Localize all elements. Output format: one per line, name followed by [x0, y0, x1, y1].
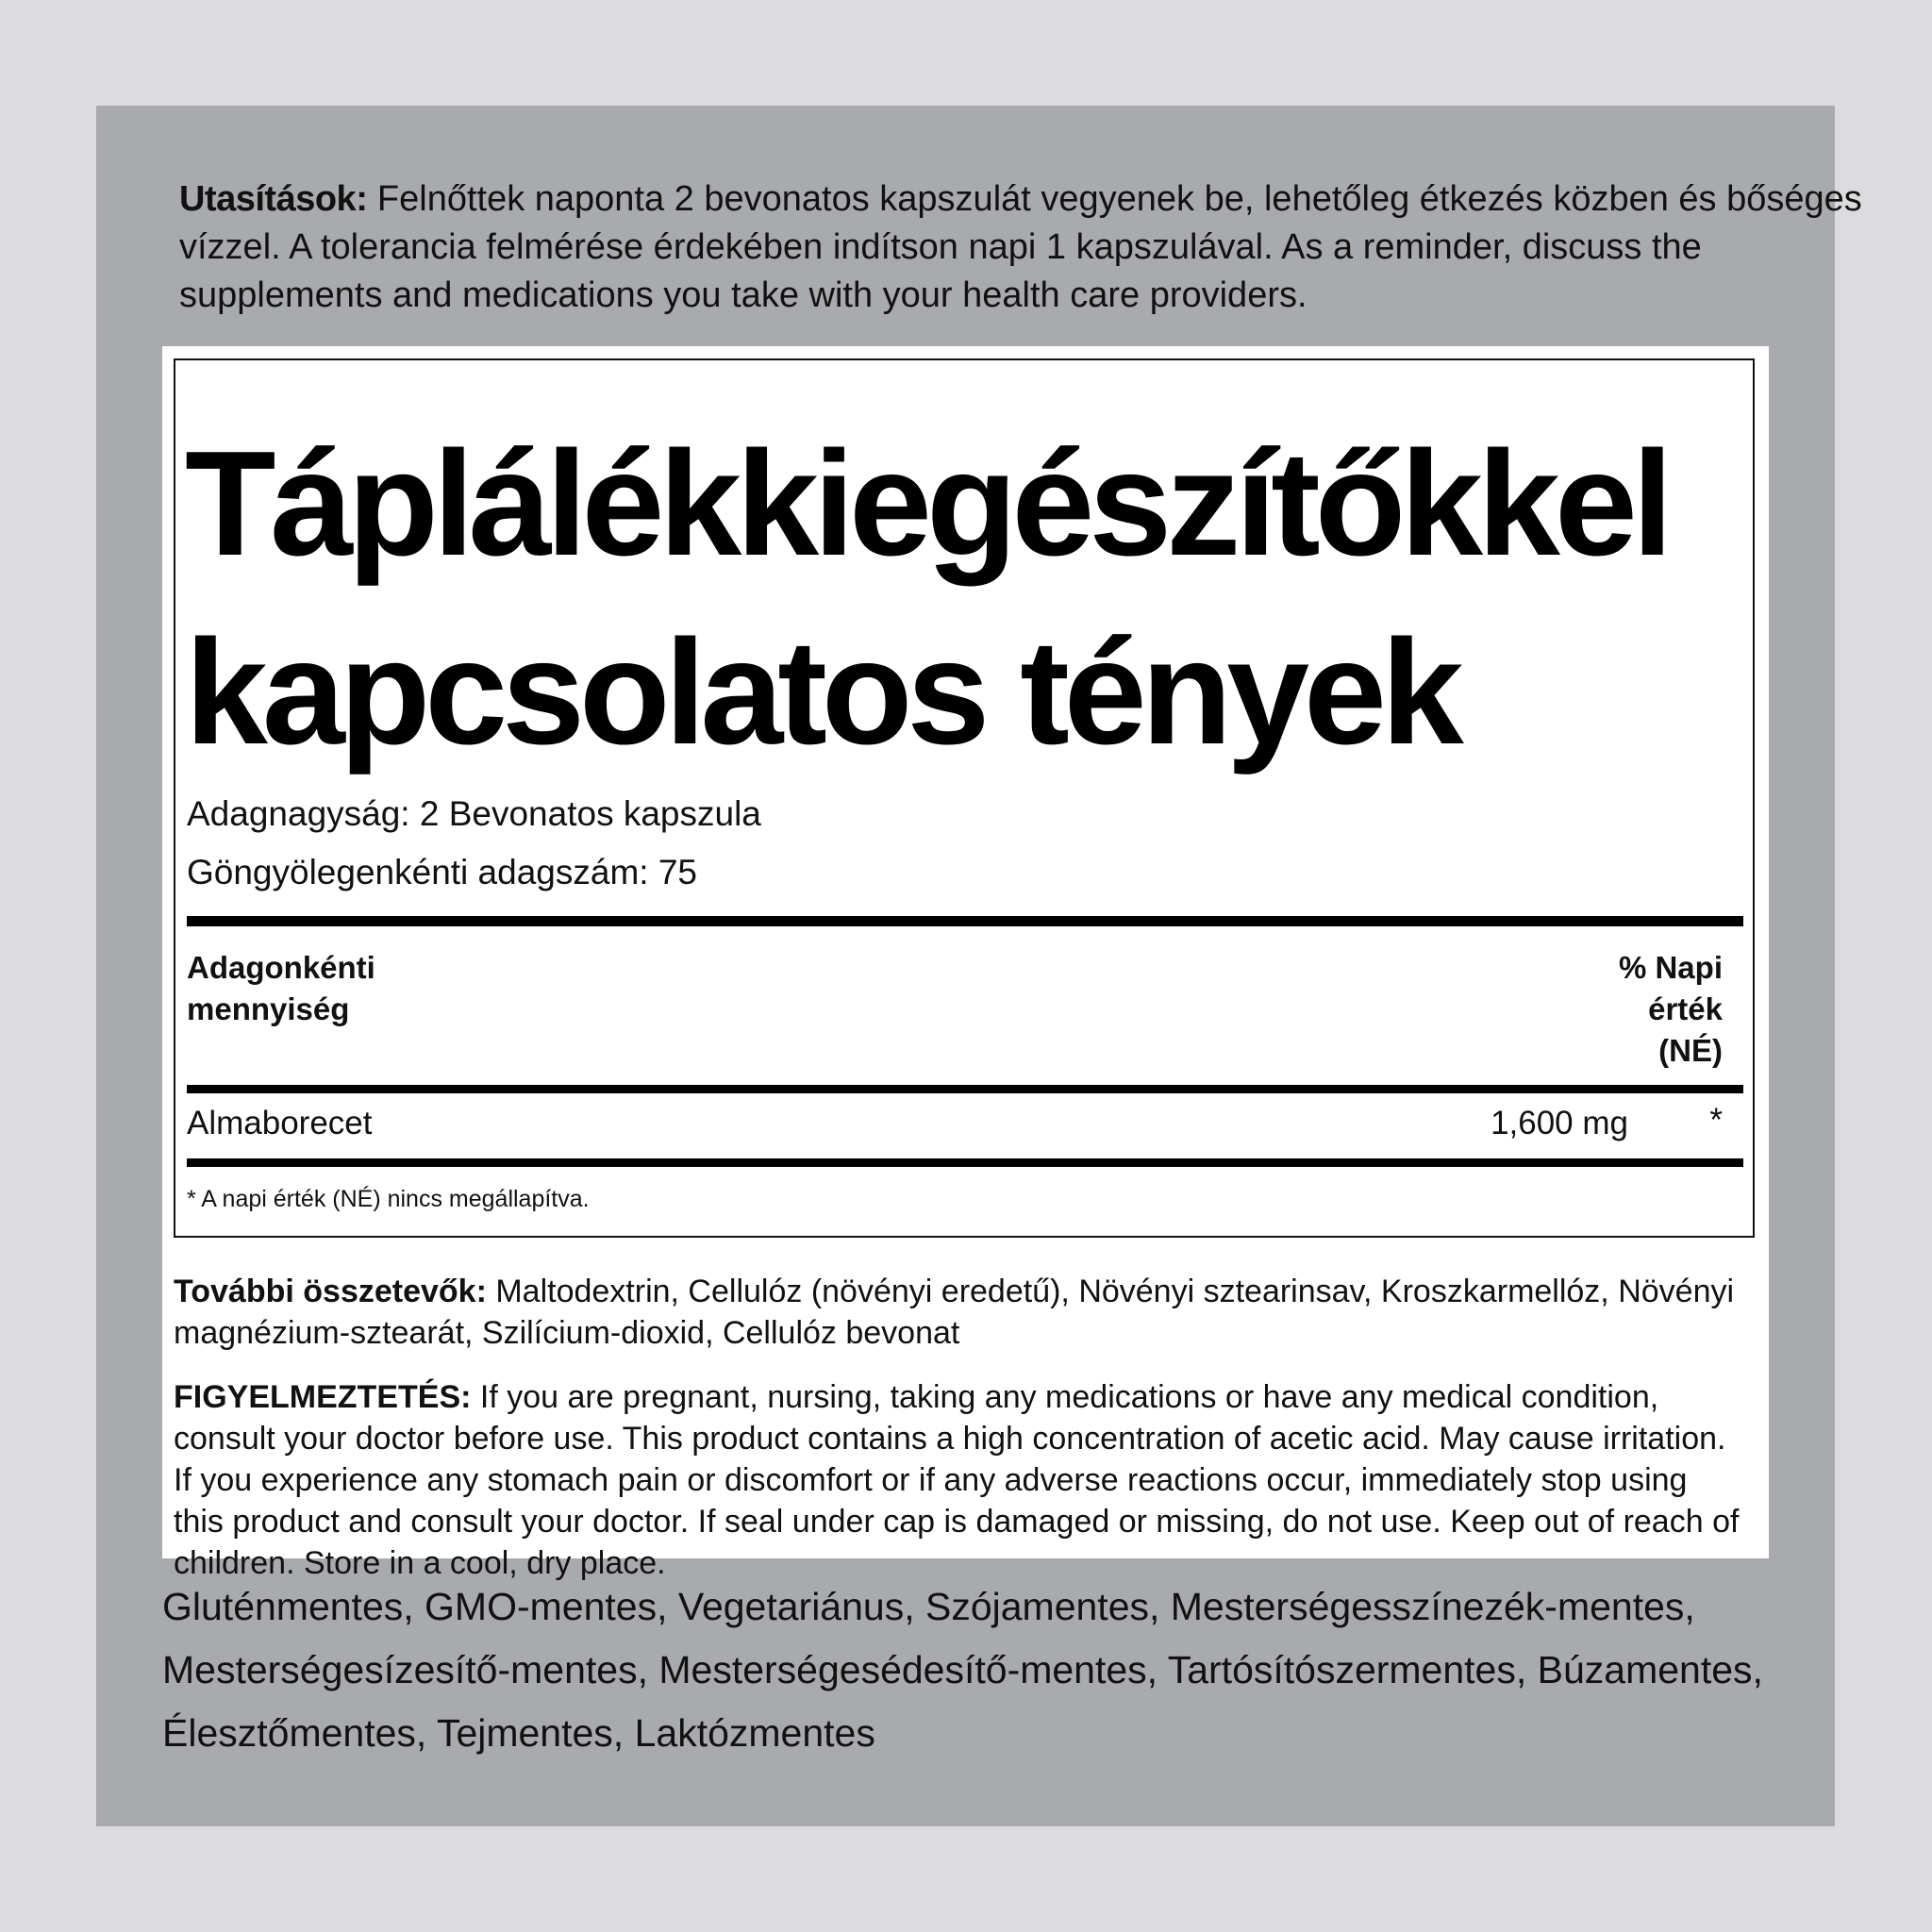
- facts-title: [185, 409, 1760, 787]
- warning-label: FIGYELMEZTETÉS:: [174, 1379, 472, 1415]
- dietary-claims: Gluténmentes, GMO-mentes, Vegetariánus, Szójamentes, Mesterségesszínezék-mentes, Mesterségesízesítő-mentes, Mesterségesédesítő-mentes, Tartósítószermentes, Búzamentes, Élesztőmentes, Tejmentes, Laktózmentes: [162, 1585, 1763, 1755]
- dv-footnote: * A napi érték (NÉ) nincs megállapítva.: [187, 1186, 590, 1212]
- serving-size: Adagnagyság: 2 Bevonatos kapszula: [187, 794, 761, 833]
- directions-text: Felnőttek naponta 2 bevonatos kapszulát vegyenek be, lehetőleg étkezés közben és bőséges vízzel. A tolerancia felmérése érdekében indítson napi 1 kapszulával. As a reminder, discuss the supplements and medications you take with your health care providers.: [179, 179, 1862, 315]
- dv-header-line-1: % Napi: [1618, 950, 1723, 985]
- divider-bottom: [187, 1158, 1743, 1167]
- other-ingredients-label: További összetevők:: [174, 1274, 487, 1309]
- amount-per-serving-header: [187, 947, 375, 1030]
- other-ingredients-text: Maltodextrin, Cellulóz (növényi eredetű), Növényi sztearinsav, Kroszkarmellóz, Növényi magnézium-sztearát, Szilícium-dioxid, Cellulóz bevonat: [174, 1274, 1735, 1351]
- ingredient-name: Almaborecet: [187, 1105, 373, 1141]
- warning-text: If you are pregnant, nursing, taking any medications or have any medical condition, consult your doctor before use. This product contains a high concentration of acetic acid. May cause irritation. If you experience any stomach pain or discomfort or if any adverse reactions occur, immediately stop using this product and consult your doctor. If seal under cap is damaged or missing, do not use. Keep out of reach of children. Store in a cool, dry place.: [174, 1379, 1740, 1581]
- ingredient-dv: *: [1709, 1102, 1723, 1139]
- ingredient-amount: 1,600 mg: [1491, 1105, 1628, 1141]
- warning: [174, 1376, 1740, 1584]
- supplement-facts-box: [174, 358, 1755, 1238]
- label-card: [96, 106, 1862, 1826]
- directions: [179, 175, 1877, 320]
- dv-header-line-2: érték: [1648, 991, 1723, 1026]
- amount-header-line-1: Adagonkénti: [187, 950, 375, 985]
- servings-per-container: Göngyölegenkénti adagszám: 75: [187, 853, 697, 891]
- divider-thick: [187, 916, 1743, 926]
- divider-medium: [187, 1085, 1743, 1093]
- directions-label: Utasítások:: [179, 179, 368, 219]
- amount-header-line-2: mennyiség: [187, 991, 350, 1026]
- dv-header-line-3: (NÉ): [1658, 1033, 1723, 1068]
- facts-title-line-1: Táplálékkiegészítőkkel: [185, 421, 1668, 587]
- white-panel: [162, 346, 1769, 1581]
- other-ingredients: [174, 1271, 1740, 1354]
- daily-value-header: [1496, 947, 1723, 1072]
- facts-title-line-2: kapcsolatos tények: [185, 609, 1458, 775]
